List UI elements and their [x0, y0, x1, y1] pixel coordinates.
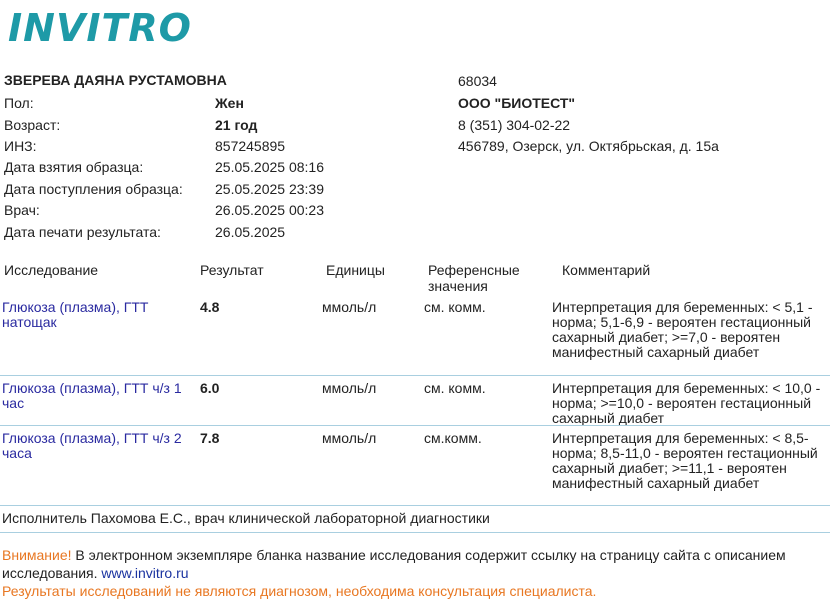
- doctor-label: Врач:: [4, 202, 40, 218]
- result-value: 4.8: [200, 299, 220, 315]
- header-ref-line2: значения: [428, 278, 488, 294]
- invitro-logo: INVITRO: [8, 6, 192, 50]
- lab-phone: 8 (351) 304-02-22: [458, 117, 571, 133]
- test-name-link[interactable]: Глюкоза (плазма), ГТТ ч/з 2 часа: [2, 430, 182, 461]
- units-value: ммоль/л: [322, 380, 377, 396]
- sex-value: Жен: [215, 95, 244, 111]
- sample-received-label: Дата поступления образца:: [4, 181, 183, 197]
- units-value: ммоль/л: [322, 299, 377, 315]
- lab-address: 456789, Озерск, ул. Октябрьская, д. 15а: [458, 138, 719, 154]
- test-name-link[interactable]: Глюкоза (плазма), ГТТ ч/з 1 час: [2, 380, 182, 411]
- performer: Исполнитель Пахомова Е.С., врач клинической лабораторной диагностики: [2, 510, 490, 526]
- print-date-value: 26.05.2025: [215, 224, 286, 240]
- row-separator: [0, 505, 830, 506]
- units-value: ммоль/л: [322, 430, 377, 446]
- ref-value: см.комм.: [424, 430, 482, 446]
- comment-value: Интерпретация для беременных: < 8,5- норма; 8,5-11,0 - вероятен гестационный сахарный диабет; >=11,1 - вероятен манифестный сахарный диабет: [552, 430, 818, 491]
- row-separator: [0, 375, 830, 376]
- age-value: 21 год: [215, 117, 258, 133]
- lab-code: 68034: [458, 73, 497, 89]
- notice-text: В электронном экземпляре бланка название исследования содержит ссылку на страницу сайта с описанием исследования.: [2, 547, 786, 581]
- comment-value: Интерпретация для беременных: < 10,0 - норма; >=10,0 - вероятен гестационный сахарный диабет: [552, 380, 821, 426]
- comment-value: Интерпретация для беременных: < 5,1 - норма; 5,1-6,9 - вероятен гестационный сахарный диабет; >=7,0 - вероятен манифестный сахарный диабет: [552, 299, 813, 360]
- sample-taken-label: Дата взятия образца:: [4, 159, 144, 175]
- warning-word: Внимание!: [2, 547, 72, 563]
- lab-name: ООО "БИОТЕСТ": [458, 95, 576, 111]
- test-name-link[interactable]: Глюкоза (плазма), ГТТ натощак: [2, 299, 149, 330]
- inz-label: ИНЗ:: [4, 138, 37, 154]
- header-ref: [428, 262, 520, 294]
- sample-taken-value: 25.05.2025 08:16: [215, 159, 324, 175]
- row-separator: [0, 425, 830, 426]
- print-date-label: Дата печати результата:: [4, 224, 161, 240]
- invitro-link[interactable]: www.invitro.ru: [101, 565, 189, 581]
- header-result: Результат: [200, 262, 264, 278]
- notice: [2, 546, 828, 582]
- age-label: Возраст:: [4, 117, 61, 133]
- sex-label: Пол:: [4, 95, 34, 111]
- header-ref-line1: Референсные: [428, 262, 520, 278]
- footer-separator: [0, 532, 830, 533]
- patient-name: ЗВЕРЕВА ДАЯНА РУСТАМОВНА: [4, 72, 227, 88]
- sample-received-value: 25.05.2025 23:39: [215, 181, 324, 197]
- result-value: 6.0: [200, 380, 220, 396]
- header-test: Исследование: [4, 262, 99, 278]
- disclaimer: Результаты исследований не являются диагнозом, необходима консультация специалиста.: [2, 583, 597, 599]
- ref-value: см. комм.: [424, 380, 486, 396]
- result-value: 7.8: [200, 430, 220, 446]
- ref-value: см. комм.: [424, 299, 486, 315]
- header-units: Единицы: [326, 262, 385, 278]
- inz-value: 857245895: [215, 138, 286, 154]
- header-comment: Комментарий: [562, 262, 651, 278]
- doctor-value: 26.05.2025 00:23: [215, 202, 324, 218]
